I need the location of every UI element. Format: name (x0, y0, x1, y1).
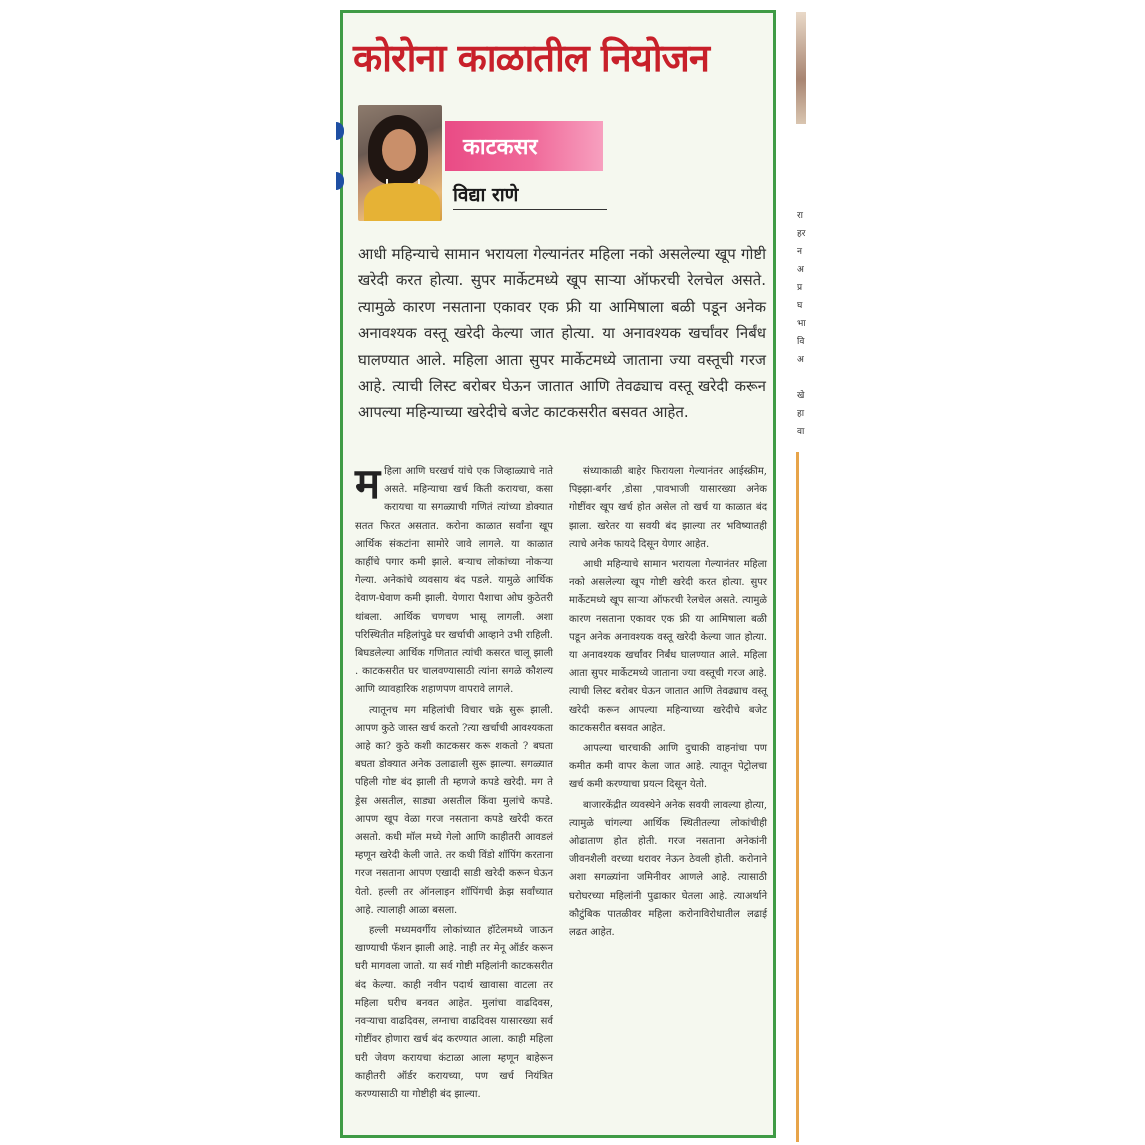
author-name: विद्या राणे (453, 184, 519, 206)
fragment-text: हा (797, 409, 805, 419)
body-paragraph: हल्ली मध्यमवर्गीय लोकांच्यात हॉटेलमध्ये जाऊन खाण्याची फॅशन झाली आहे. नाही तर मेनू ऑर्डर करून घरी मागवला जातो. या सर्व गोष्टी महिलांनी काटकसरीत बंद केल्या. काही नवीन पदार्थ खावासा वाटला तर महिला घरीच बनवत आहेत. मुलांचा वाढदिवस, नवऱ्याचा वाढदिवस, लग्नाचा वाढदिवस यासारख्या सर्व गोष्टींवर होणारा खर्च बंद करण्यात आला. काही महिला घरी जेवण करायचा कंटाळा आला म्हणून बाहेरून काहीतरी ऑर्डर करायच्या, पण खर्च नियंत्रित करण्यासाठी या गोष्टीही बंद झाल्या. (355, 925, 553, 1100)
adjacent-photo (796, 12, 806, 124)
fragment-text: वि (797, 337, 805, 347)
body-paragraph: महिला आणि घरखर्च यांचे एक जिव्हाळ्याचे नाते असते. महिन्याचा खर्च किती करायचा, कसा करायचा या सगळ्याची गणितं त्यांच्या डोक्यात सतत फिरत असतात. करोना काळात सर्वांना खूप आर्थिक संकटांना सामोरे जावे लागले. या काळात काहींचे पगार कमी झाले. बऱ्याच लोकांच्या नोकऱ्या गेल्या. अनेकांचे व्यवसाय बंद पडले. यामुळे आर्थिक देवाण-घेवाण कमी झाली. येणारा पैशाचा ओघ कुठेतरी थांबला. आर्थिक चणचण भासू लागली. अशा परिस्थितीत महिलांपुढे घर खर्चाची आव्हाने उभी राहिली. बिघडलेल्या आर्थिक गणितात त्यांची कसरत चालू झाली . काटकसरीत घर चालवण्यासाठी त्यांना सगळे कौशल्य आणि व्यावहारिक शहाणपण वापरावे लागले. (355, 459, 553, 696)
adjacent-article-fragment (796, 12, 808, 1140)
fragment-text: खे (797, 391, 805, 401)
fragment-text: घ (797, 301, 803, 311)
adjacent-divider (796, 452, 799, 1142)
fragment-text: प्र (797, 283, 803, 293)
headline: कोरोना काळातील नियोजन (353, 36, 709, 80)
column-banner (445, 121, 603, 171)
author-photo (358, 105, 442, 221)
lede-paragraph: आधी महिन्याचे सामान भरायला गेल्यानंतर महिला नको असलेल्या खूप गोष्टी खरेदी करत होत्या. सुपर मार्केटमध्ये खूप साऱ्या ऑफरची रेलचेल असते. त्यामुळे कारण नसताना एकावर एक फ्री या आमिषाला बळी पडून अनेक अनावश्यक वस्तू खरेदी केल्या जात होत्या. या अनावश्यक खर्चांवर निर्बंध घालण्यात आले. महिला आता सुपर मार्केटमध्ये जाताना ज्या वस्तूची गरज आहे. त्याची लिस्ट बरोबर घेऊन जातात आणि तेवढ्याच वस्तू खरेदी करून आपल्या महिन्याच्या खरेदीचे बजेट काटकसरीत बसवत आहेत. (358, 245, 766, 422)
author-underline (453, 209, 607, 210)
fragment-text: अ (797, 265, 804, 275)
newspaper-article (340, 10, 776, 1138)
fragment-text: हर (797, 229, 806, 239)
fragment-text: भा (797, 319, 806, 329)
fragment-text: अ (797, 355, 804, 365)
body-paragraph: आधी महिन्याचे सामान भरायला गेल्यानंतर महिला नको असलेल्या खूप गोष्टी खरेदी करत होत्या. सुपर मार्केटमध्ये खूप साऱ्या ऑफरची रेलचेल असते. त्यामुळे कारण नसताना एकावर एक फ्री या आमिषाला बळी पडून अनेक अनावश्यक वस्तू खरेदी केल्या जात होत्या. या अनावश्यक खर्चांवर निर्बंध घालण्यात आले. महिला आता सुपर मार्केटमध्ये जाताना ज्या वस्तूची गरज आहे. त्याची लिस्ट बरोबर घेऊन जातात आणि तेवढ्याच वस्तू खरेदी करून आपल्या महिन्याच्या खरेदीचे बजेट काटकसरीत बसवत आहेत. (569, 559, 767, 734)
body-paragraph: संध्याकाळी बाहेर फिरायला गेल्यानंतर आईस्क्रीम, पिझ्झा-बर्गर ,डोसा ,पावभाजी यासारख्या अनेक गोष्टींवर खूप खर्च होत असेल तो खर्च या काळात बंद झाला. खरेतर या सवयी बंद झाल्या तर भविष्यातही त्याचे अनेक फायदे दिसून येणार आहेत. (569, 466, 767, 550)
drop-cap: म (355, 459, 381, 508)
column-name: काटकसर (463, 135, 538, 160)
body-paragraph: आपल्या चारचाकी आणि दुचाकी वाहनांचा पण कमीत कमी वापर केला जात आहे. त्यातून पेट्रोलचा खर्च कमी करण्याचा प्रयत्न दिसून येतो. (569, 743, 767, 791)
fragment-text: रा (797, 211, 804, 221)
fragment-text: वा (797, 427, 805, 437)
body-paragraph: बाजारकेंद्रीत व्यवस्थेने अनेक सवयी लावल्या होत्या, त्यामुळे चांगल्या आर्थिक स्थितीतल्या लोकांचीही ओढाताण होत होती. गरज नसताना अनेकांनी जीवनशैली वरच्या थरावर नेऊन ठेवली होती. करोनाने अशा सगळ्यांना जमिनीवर आणले आहे. त्यासाठी घरोघरच्या महिलांनी पुढाकार घेतला आहे. त्याअर्थाने कौटुंबिक पातळीवर महिला करोनाविरोधातील लढाई लढत आहेत. (569, 799, 767, 939)
article-body (355, 459, 767, 1131)
fragment-text: न (797, 247, 802, 257)
body-paragraph: त्यातूनच मग महिलांची विचार चक्रे सुरू झाली. आपण कुठे जास्त खर्च करतो ?त्या खर्चाची आवश्यकता आहे का? कुठे कशी काटकसर करू शकतो ? बघता बघता डोक्यात अनेक उलाढाली सुरू झाल्या. सगळ्यात पहिली गोष्ट बंद झाली ती म्हणजे कपडे खरेदी. मग ते ड्रेस असतील, साड्या असतील किंवा मुलांचे कपडे. आपण खूप वेळा गरज नसताना कपडे खरेदी करत असतो. कधी मॉल मध्ये गेलो आणि काहीतरी आवडलं म्हणून खरेदी केली जाते. तर कधी विंडो शॉपिंग करताना गरज नसताना आपण एखादी साडी खरेदी करून घेऊन येतो. हल्ली तर ऑनलाइन शॉपिंगची क्रेझ सर्वांच्यात आहे. त्यालाही आळा बसला. (355, 704, 553, 916)
